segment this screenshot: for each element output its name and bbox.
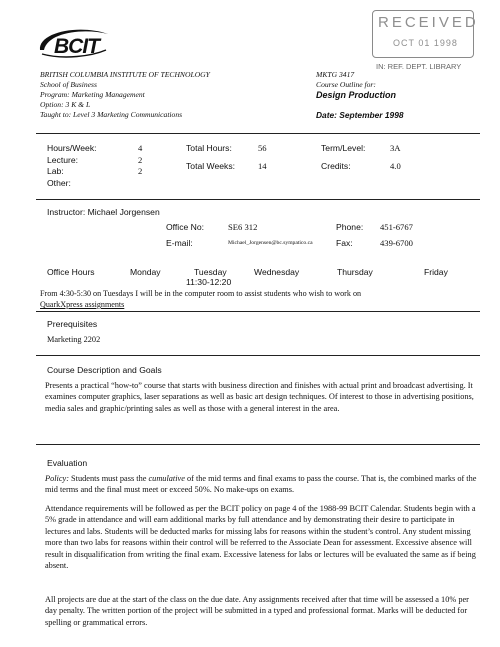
day-friday: Friday <box>424 267 448 277</box>
day-monday: Monday <box>130 267 161 277</box>
credits-value: 4.0 <box>390 161 401 171</box>
office-label: Office No: <box>166 222 205 232</box>
policy-text-a: Students must pass the <box>68 474 149 483</box>
total-weeks-value: 14 <box>258 161 267 171</box>
program-name: Program: Marketing Management <box>40 90 145 99</box>
tuesday-time: 11:30-12:20 <box>186 277 232 287</box>
day-thursday: Thursday <box>337 267 373 277</box>
credits-label: Credits: <box>321 161 351 171</box>
hours-week-label: Hours/Week: <box>47 143 97 153</box>
option-name: Option: 3 K & L <box>40 100 91 109</box>
stamp-dept: IN: REF. DEPT. LIBRARY <box>376 62 462 71</box>
divider-prerequisites <box>36 355 480 356</box>
total-hours-label: Total Hours: <box>186 143 232 153</box>
office-hours-label: Office Hours <box>47 267 95 277</box>
lab-value: 2 <box>138 166 143 176</box>
other-label: Other: <box>47 178 71 188</box>
outline-date: Date: September 1998 <box>316 110 404 120</box>
policy-label: Policy: <box>45 474 69 483</box>
divider-description <box>36 444 480 445</box>
course-name: Design Production <box>316 90 397 100</box>
course-description-heading: Course Description and Goals <box>47 365 162 375</box>
lecture-label: Lecture: <box>47 155 79 165</box>
hours-week-value: 4 <box>138 143 143 153</box>
divider-office-hours <box>36 311 480 312</box>
evaluation-heading: Evaluation <box>47 458 88 468</box>
term-level-value: 3A <box>390 143 401 153</box>
day-wednesday: Wednesday <box>254 267 300 277</box>
phone-label: Phone: <box>336 222 364 232</box>
office-hours-note-line1: From 4:30-5:30 on Tuesdays I will be in the computer room to assist students who wish to work on <box>40 289 362 298</box>
policy-text-b: of the mid terms and final exams to pass the course. That is, the combined marks of the mid terms and the final must meet or exceed 50%. No make-ups on exams. <box>45 474 477 495</box>
course-description-text: Presents a practical “how-to” course that starts with business direction and finishes with actual print and broadcast advertising. It examines computer graphics, laser separations as well as basic art design techniques. Of interest to those in advertising positions, media sales and graphic/printing sales as well as those with a general interest in the area. <box>45 381 474 413</box>
lab-label: Lab: <box>47 166 64 176</box>
institute-name: BRITISH COLUMBIA INSTITUTE OF TECHNOLOGY <box>40 70 210 79</box>
instructor-label: Instructor: Michael Jorgensen <box>47 207 160 217</box>
projects-text: All projects are due at the start of the class on the due date. Any assignments received after that time will be assessed a 10% per day penalty. The written portion of the project will be submitted in a typed and professional format. Marks will be deducted for spelling or grammatical errors. <box>45 595 469 627</box>
prerequisites-heading: Prerequisites <box>47 319 98 329</box>
lecture-value: 2 <box>138 155 143 165</box>
school-name: School of Business <box>40 80 97 89</box>
attendance-text: Attendance requirements will be followed as per the BCIT policy on page 4 of the 1988-99 BCIT Calendar. Students begin with a 5% grade in attendance and will earn additional marks by full attendance and by demonstrating their desire to participate in lectures and labs. Students will be deducted marks for missing labs for reasons within the student’s control. Any student missing more than two labs for reasons within their control will be referred to the Associate Dean for assessment. Excessive absence will result in disqualification from writing the final exam. Excessive lateness for labs or lectures will be evaluated the same as if being absent. <box>45 504 476 571</box>
bcit-logo <box>34 20 114 68</box>
email-value[interactable]: Michael_Jorgensen@bc.sympatico.ca <box>228 240 313 246</box>
total-weeks-label: Total Weeks: <box>186 161 236 171</box>
phone-value: 451-6767 <box>380 222 413 232</box>
office-hours-note-line2: QuarkXpress assignments <box>40 300 125 309</box>
logo-text: BCIT <box>54 35 99 58</box>
evaluation-policy <box>45 473 477 496</box>
stamp-received-text: RECEIVED <box>378 14 479 31</box>
outline-label: Course Outline for: <box>316 80 376 89</box>
email-label: E-mail: <box>166 238 193 248</box>
office-value: SE6 312 <box>228 222 258 232</box>
day-tuesday: Tuesday <box>194 267 227 277</box>
received-stamp <box>372 10 479 58</box>
fax-value: 439-6700 <box>380 238 413 248</box>
prerequisites-value: Marketing 2202 <box>47 335 101 344</box>
taught-to: Taught to: Level 3 Marketing Communications <box>40 110 183 119</box>
course-code: MKTG 3417 <box>316 70 355 79</box>
term-level-label: Term/Level: <box>321 143 366 153</box>
stamp-date: OCT 01 1998 <box>393 38 458 48</box>
fax-label: Fax: <box>336 238 353 248</box>
policy-cumulative: cumulative <box>148 474 185 483</box>
total-hours-value: 56 <box>258 143 267 153</box>
divider-summary <box>36 199 480 200</box>
divider-top <box>36 133 480 134</box>
